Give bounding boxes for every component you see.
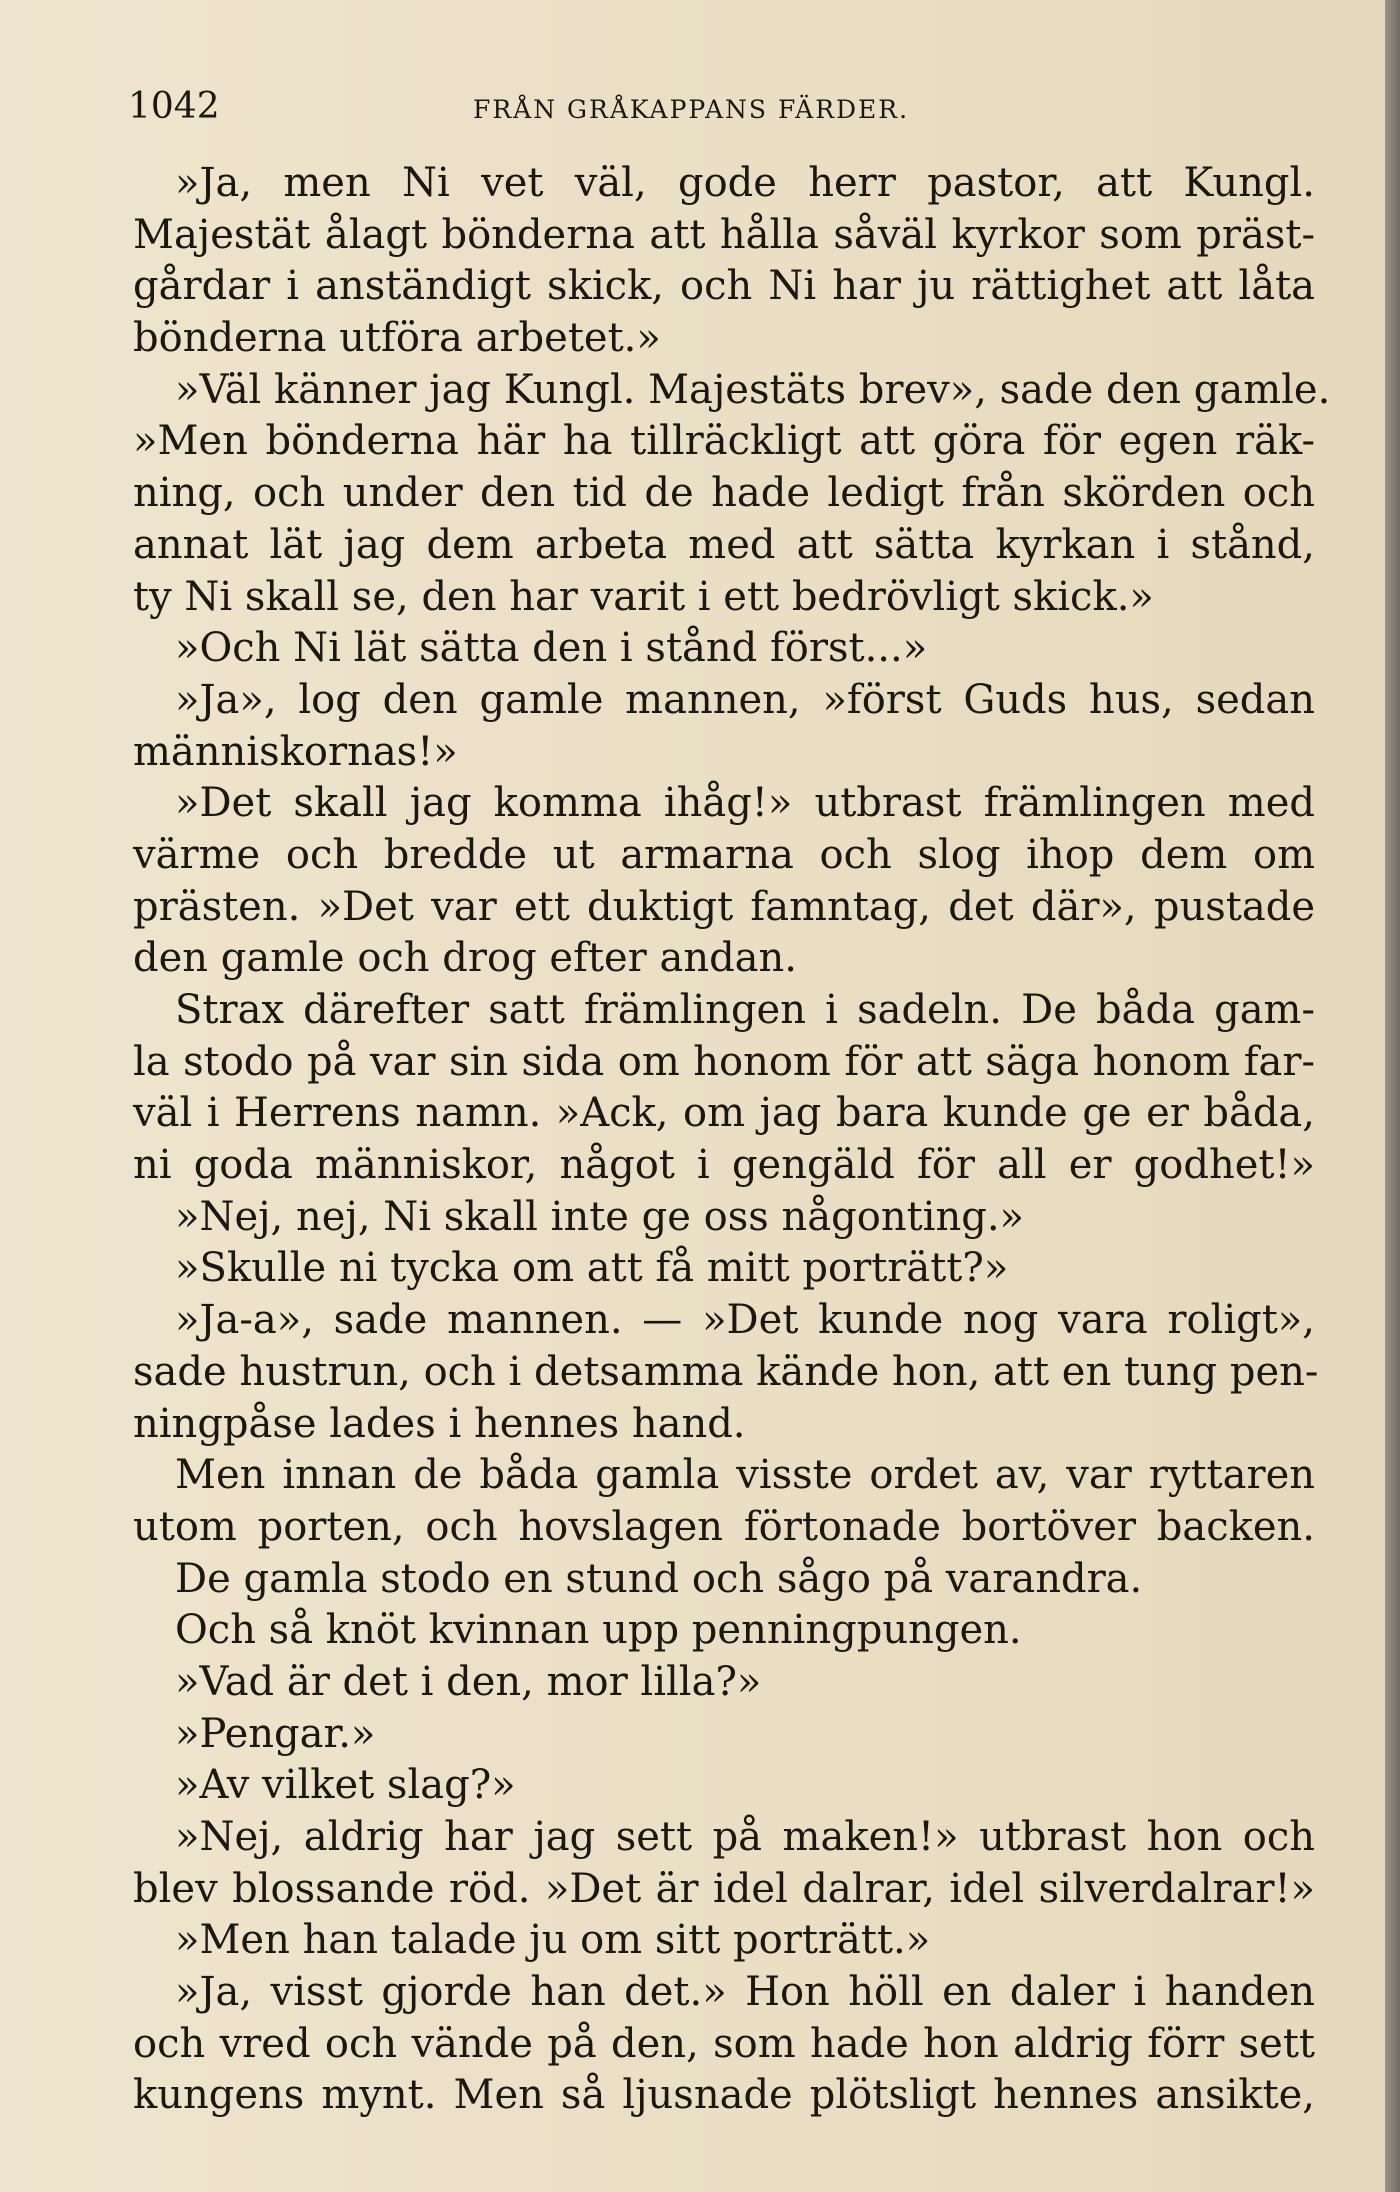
text-line: kungens mynt. Men så ljusnade plötsligt hennes ansikte, xyxy=(133,2072,1315,2119)
text-line: blev blossande röd. »Det är idel dalrar, idel silverdalrar!» xyxy=(133,1865,1315,1912)
page-header xyxy=(128,82,1312,132)
text-line: »Och Ni lät sätta den i stånd först...» xyxy=(175,625,928,672)
text-line: värme och bredde ut armarna och slog ihop dem om xyxy=(133,831,1315,878)
text-line: Majestät ålagt bönderna att hålla såväl kyrkor som präst- xyxy=(133,211,1315,258)
text-line: Strax därefter satt främlingen i sadeln. De båda gam- xyxy=(175,987,1315,1033)
text-line: »Ja, men Ni vet väl, gode herr pastor, att Kungl. xyxy=(175,160,1315,206)
page-edge xyxy=(1385,0,1400,2192)
text-line: prästen. »Det var ett duktigt famntag, det där», pustade xyxy=(133,883,1315,930)
body-text xyxy=(133,158,1331,2122)
text-line: ning, och under den tid de hade ledigt från skörden och xyxy=(133,470,1315,517)
text-line: människornas!» xyxy=(133,728,458,775)
text-line: »Skulle ni tycka om att få mitt porträtt?» xyxy=(175,1245,1009,1292)
text-line: »Nej, nej, Ni skall inte ge oss någonting.» xyxy=(175,1193,1025,1240)
text-line: väl i Herrens namn. »Ack, om jag bara kunde ge er båda, xyxy=(133,1090,1315,1137)
text-line: Men innan de båda gamla visste ordet av, var ryttaren xyxy=(175,1452,1315,1499)
text-line: bönderna utföra arbetet.» xyxy=(133,315,661,362)
text-line: sade hustrun, och i detsamma kände hon, att en tung pen- xyxy=(133,1348,1319,1395)
text-line: gårdar i anständigt skick, och Ni har ju rättighet att låta xyxy=(133,263,1315,310)
page-number: 1042 xyxy=(128,86,220,127)
text-line: den gamle och drog efter andan. xyxy=(133,935,798,982)
running-title: FRÅN GRÅKAPPANS FÄRDER. xyxy=(473,95,910,124)
text-line: ni goda människor, något i gengäld för all er godhet!» xyxy=(133,1142,1315,1189)
text-line: ty Ni skall se, den har varit i ett bedrövligt skick.» xyxy=(133,573,1154,620)
text-line: »Ja, visst gjorde han det.» Hon höll en daler i handen xyxy=(175,1969,1315,2016)
text-line: »Det skall jag komma ihåg!» utbrast främlingen med xyxy=(175,780,1315,827)
text-line: »Men bönderna här ha tillräckligt att göra för egen räk- xyxy=(133,418,1315,465)
text-line: »Av vilket slag?» xyxy=(175,1762,516,1809)
text-line: och vred och vände på den, som hade hon aldrig förr sett xyxy=(133,2020,1315,2067)
text-line: De gamla stodo en stund och sågo på varandra. xyxy=(175,1555,1143,1602)
text-line: »Ja», log den gamle mannen, »först Guds hus, sedan xyxy=(175,676,1315,723)
text-line: Och så knöt kvinnan upp penningpungen. xyxy=(175,1607,1022,1654)
text-line: la stodo på var sin sida om honom för att säga honom far- xyxy=(133,1038,1315,1085)
text-line: »Vad är det i den, mor lilla?» xyxy=(175,1658,762,1705)
text-line: »Pengar.» xyxy=(175,1710,376,1757)
text-line: »Ja-a», sade mannen. — »Det kunde nog vara roligt», xyxy=(175,1297,1315,1344)
text-line: »Nej, aldrig har jag sett på maken!» utbrast hon och xyxy=(175,1814,1315,1860)
text-line: »Väl känner jag Kungl. Majestäts brev», sade den gamle. xyxy=(175,366,1331,413)
text-line: annat lät jag dem arbeta med att sätta kyrkan i stånd, xyxy=(133,521,1315,568)
text-line: utom porten, och hovslagen förtonade bortöver backen. xyxy=(133,1503,1315,1550)
text-line: »Men han talade ju om sitt porträtt.» xyxy=(175,1917,931,1964)
text-line: ningpåse lades i hennes hand. xyxy=(133,1400,746,1447)
